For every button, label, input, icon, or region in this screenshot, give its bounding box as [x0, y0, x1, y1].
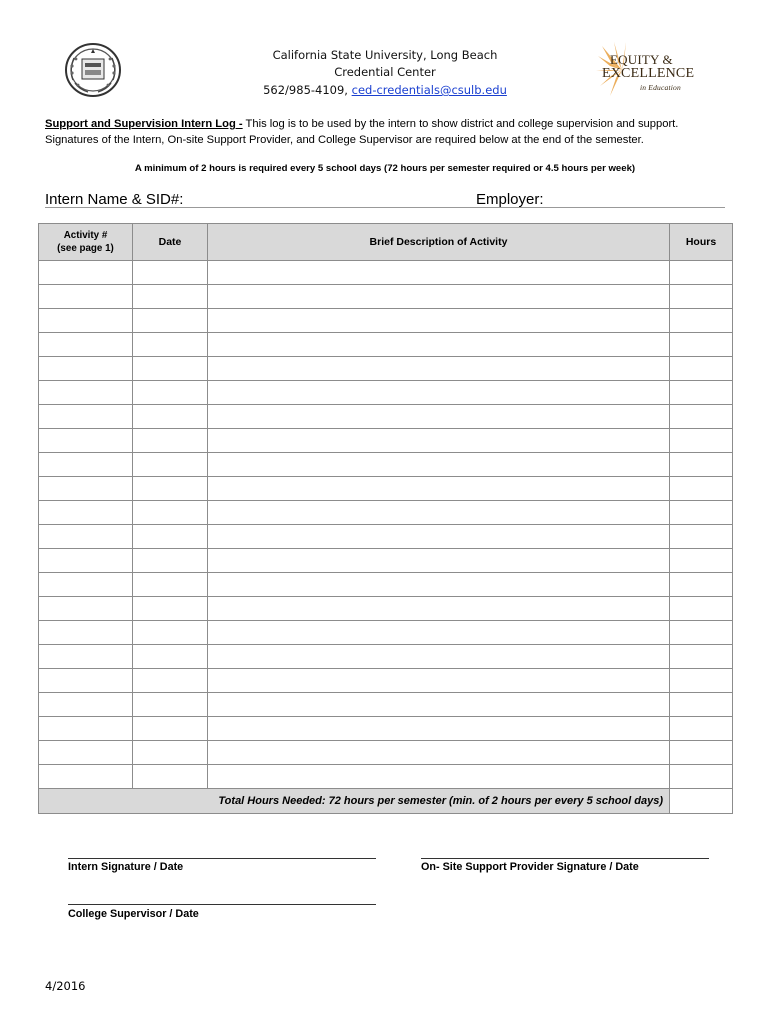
activity-cell[interactable]	[39, 285, 133, 309]
total-row	[39, 789, 733, 814]
col-activity-line2: (see page 1)	[57, 243, 114, 254]
date-cell[interactable]	[133, 477, 208, 501]
activity-cell[interactable]	[39, 573, 133, 597]
total-hours-cell[interactable]	[670, 789, 733, 814]
activity-cell[interactable]	[39, 333, 133, 357]
table-row	[39, 717, 733, 741]
table-row	[39, 741, 733, 765]
col-description-header: Brief Description of Activity	[208, 224, 670, 261]
activity-cell[interactable]	[39, 261, 133, 285]
description-cell[interactable]	[208, 453, 670, 477]
description-cell[interactable]	[208, 741, 670, 765]
activity-cell[interactable]	[39, 597, 133, 621]
hours-cell[interactable]	[670, 453, 733, 477]
hours-cell[interactable]	[670, 549, 733, 573]
description-cell[interactable]	[208, 309, 670, 333]
hours-cell[interactable]	[670, 645, 733, 669]
table-row	[39, 285, 733, 309]
hours-cell[interactable]	[670, 597, 733, 621]
description-cell[interactable]	[208, 357, 670, 381]
equity-excellence-logo	[596, 42, 695, 98]
description-cell[interactable]	[208, 381, 670, 405]
table-row	[39, 333, 733, 357]
date-cell[interactable]	[133, 453, 208, 477]
total-hours-label: Total Hours Needed: 72 hours per semester (min. of 2 hours per every 5 school days)	[39, 789, 670, 814]
header-contact	[200, 83, 570, 97]
description-cell[interactable]	[208, 573, 670, 597]
description-cell[interactable]	[208, 333, 670, 357]
table-row	[39, 621, 733, 645]
hours-cell[interactable]	[670, 357, 733, 381]
date-cell[interactable]	[133, 405, 208, 429]
hours-cell[interactable]	[670, 717, 733, 741]
supervisor-signature-label: College Supervisor / Date	[68, 908, 199, 920]
activity-cell[interactable]	[39, 405, 133, 429]
description-cell[interactable]	[208, 285, 670, 309]
logo-line3: in Education	[640, 83, 681, 92]
logo-line2: EXCELLENCE	[602, 66, 695, 81]
date-cell[interactable]	[133, 717, 208, 741]
description-cell[interactable]	[208, 549, 670, 573]
activity-cell[interactable]	[39, 621, 133, 645]
date-cell[interactable]	[133, 261, 208, 285]
col-activity-line1: Activity #	[63, 230, 108, 241]
date-cell[interactable]	[133, 693, 208, 717]
description-cell[interactable]	[208, 405, 670, 429]
table-row	[39, 645, 733, 669]
col-hours-header: Hours	[670, 224, 733, 261]
date-cell[interactable]	[133, 765, 208, 789]
description-cell[interactable]	[208, 261, 670, 285]
hours-cell[interactable]	[670, 429, 733, 453]
table-row	[39, 477, 733, 501]
activity-cell[interactable]	[39, 429, 133, 453]
activity-cell[interactable]	[39, 741, 133, 765]
description-cell[interactable]	[208, 765, 670, 789]
hours-cell[interactable]	[670, 405, 733, 429]
col-date-header: Date	[133, 224, 208, 261]
logo-line1: EQUITY &	[610, 52, 673, 67]
table-row	[39, 405, 733, 429]
hours-cell[interactable]	[670, 477, 733, 501]
description-cell[interactable]	[208, 645, 670, 669]
date-cell[interactable]	[133, 285, 208, 309]
date-cell[interactable]	[133, 309, 208, 333]
date-cell[interactable]	[133, 381, 208, 405]
intro-paragraph	[45, 116, 725, 148]
header-university: California State University, Long Beach	[272, 48, 498, 62]
table-row	[39, 669, 733, 693]
hours-cell[interactable]	[670, 693, 733, 717]
description-cell[interactable]	[208, 717, 670, 741]
table-row	[39, 453, 733, 477]
table-row	[39, 501, 733, 525]
date-cell[interactable]	[133, 741, 208, 765]
date-cell[interactable]	[133, 669, 208, 693]
date-cell[interactable]	[133, 525, 208, 549]
activity-log-table	[38, 223, 733, 814]
activity-cell[interactable]	[39, 309, 133, 333]
description-cell[interactable]	[208, 501, 670, 525]
table-row	[39, 765, 733, 789]
hours-cell[interactable]	[670, 669, 733, 693]
hours-cell[interactable]	[670, 309, 733, 333]
table-row	[39, 549, 733, 573]
date-cell[interactable]	[133, 429, 208, 453]
description-cell[interactable]	[208, 525, 670, 549]
description-cell[interactable]	[208, 597, 670, 621]
hours-cell[interactable]	[670, 741, 733, 765]
header-center: Credential Center	[334, 65, 436, 79]
table-row	[39, 357, 733, 381]
table-header-row	[39, 224, 733, 261]
hours-cell[interactable]	[670, 333, 733, 357]
activity-cell[interactable]	[39, 765, 133, 789]
hours-cell[interactable]	[670, 573, 733, 597]
hours-cell[interactable]	[670, 501, 733, 525]
date-cell[interactable]	[133, 621, 208, 645]
activity-cell[interactable]	[39, 453, 133, 477]
activity-cell[interactable]	[39, 549, 133, 573]
employer-label: Employer:	[476, 191, 544, 208]
date-cell[interactable]	[133, 549, 208, 573]
table-row	[39, 693, 733, 717]
table-row	[39, 381, 733, 405]
intern-name-label: Intern Name & SID#:	[45, 191, 184, 208]
university-seal-icon	[64, 42, 122, 98]
date-cell[interactable]	[133, 501, 208, 525]
intern-signature-label: Intern Signature / Date	[68, 861, 184, 873]
date-cell[interactable]	[133, 645, 208, 669]
activity-cell[interactable]	[39, 477, 133, 501]
provider-signature-line[interactable]	[421, 858, 709, 859]
activity-cell[interactable]	[39, 381, 133, 405]
header-phone: 562/985-4109,	[263, 83, 352, 97]
hours-cell[interactable]	[670, 765, 733, 789]
description-cell[interactable]	[208, 429, 670, 453]
hours-cell[interactable]	[670, 285, 733, 309]
description-cell[interactable]	[208, 477, 670, 501]
table-row	[39, 429, 733, 453]
date-cell[interactable]	[133, 357, 208, 381]
table-row	[39, 309, 733, 333]
minimum-requirement: A minimum of 2 hours is required every 5 school days (72 hours per semester required or 4.5 hours per week)	[134, 163, 636, 174]
date-cell[interactable]	[133, 573, 208, 597]
date-cell[interactable]	[133, 333, 208, 357]
activity-cell[interactable]	[39, 645, 133, 669]
activity-cell[interactable]	[39, 693, 133, 717]
hours-cell[interactable]	[670, 621, 733, 645]
activity-cell[interactable]	[39, 357, 133, 381]
table-row	[39, 261, 733, 285]
intro-text: This log is to be used by the intern to show district and college supervision and support. Signatures of the Intern, On-site Support Provider, and College Supervisor are required below at the end of the semester.	[45, 118, 679, 146]
intern-signature-line[interactable]	[68, 858, 376, 859]
footer-date: 4/2016	[45, 979, 86, 993]
description-cell[interactable]	[208, 669, 670, 693]
activity-cell[interactable]	[39, 525, 133, 549]
activity-cell[interactable]	[39, 717, 133, 741]
name-field-line[interactable]	[45, 207, 725, 208]
table-row	[39, 573, 733, 597]
table-row	[39, 597, 733, 621]
description-cell[interactable]	[208, 621, 670, 645]
hours-cell[interactable]	[670, 261, 733, 285]
email-link[interactable]: ced-credentials@csulb.edu	[351, 83, 507, 97]
col-activity-header	[39, 224, 133, 261]
date-cell[interactable]	[133, 597, 208, 621]
hours-cell[interactable]	[670, 525, 733, 549]
activity-cell[interactable]	[39, 501, 133, 525]
provider-signature-label: On- Site Support Provider Signature / Date	[421, 861, 639, 873]
supervisor-signature-line[interactable]	[68, 904, 376, 905]
activity-cell[interactable]	[39, 669, 133, 693]
table-row	[39, 525, 733, 549]
hours-cell[interactable]	[670, 381, 733, 405]
description-cell[interactable]	[208, 693, 670, 717]
intro-lead: Support and Supervision Intern Log -	[45, 118, 243, 130]
